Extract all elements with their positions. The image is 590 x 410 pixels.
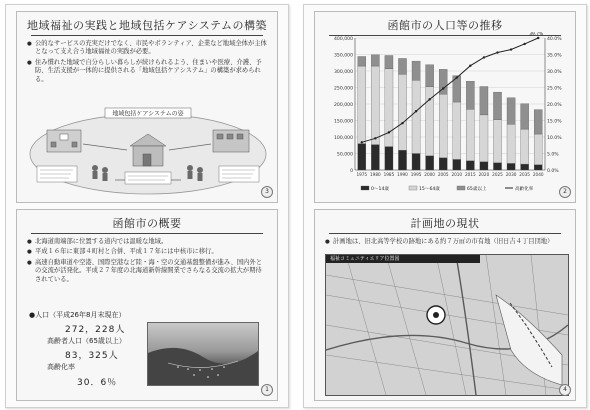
- aging-rate-point: [483, 56, 485, 58]
- aging-rate-point: [496, 51, 498, 53]
- bar-young: [385, 147, 393, 170]
- bullet-1: ● 北海道南端部に位置する道内では温暖な地域。: [27, 238, 267, 246]
- slide-page-number: 1: [261, 384, 273, 396]
- bar-elderly: [426, 65, 434, 87]
- y-tick-label-right: 0.0%: [547, 168, 559, 174]
- slide-hakodate-overview: [16, 209, 278, 401]
- y-tick-label-right: 30.0%: [547, 69, 562, 75]
- aging-rate-point: [388, 131, 390, 133]
- diagram-title: 地域包括ケアシステムの姿: [112, 110, 184, 118]
- slide-title: 計画地の現状: [410, 217, 480, 230]
- y-tick-label-left: 200,000: [334, 102, 353, 108]
- y-tick-label-left: 0: [350, 168, 353, 174]
- bar-working: [371, 66, 379, 145]
- x-tick-label: 1975: [356, 172, 368, 177]
- y-tick-label-left: 400,000: [334, 36, 353, 42]
- slide-page-number: 4: [559, 384, 571, 396]
- bar-working: [453, 102, 461, 159]
- bar-elderly: [398, 58, 406, 74]
- elderly-label: 高齢者人口（65歳以上）: [47, 337, 126, 345]
- bar-elderly: [480, 87, 488, 115]
- bar-young: [521, 164, 529, 170]
- bar-young: [453, 159, 461, 170]
- y-tick-label-right: 25.0%: [547, 86, 562, 92]
- bar-working: [358, 66, 366, 144]
- bar-young: [426, 156, 434, 170]
- bar-working: [385, 69, 393, 147]
- bar-working: [439, 94, 447, 158]
- y-tick-label-left: 50,000: [336, 152, 353, 158]
- aging-rate-point: [523, 43, 525, 45]
- legend-label: 65歳以上: [467, 187, 487, 192]
- aging-rate-point: [428, 98, 430, 100]
- population-label: ●人口（平成26年8月末現在）: [29, 311, 126, 319]
- bar-young: [493, 163, 501, 170]
- slide-title: 函館市の概要: [112, 217, 182, 230]
- legend-label: 15～64歳: [419, 187, 440, 192]
- care-facility-icon: [213, 130, 249, 152]
- map-header: 福祉コミュニティエリア位置図: [326, 255, 480, 263]
- site-location-map: [325, 254, 569, 396]
- x-tick-label: 2010: [451, 172, 463, 177]
- aging-rate-point: [456, 76, 458, 78]
- bar-working: [398, 74, 406, 150]
- bar-working: [466, 109, 474, 160]
- y-tick-label-left: 300,000: [334, 69, 353, 75]
- legend-label: 0～14歳: [371, 187, 389, 192]
- hospital-icon: [47, 130, 81, 152]
- bar-working: [493, 120, 501, 163]
- x-tick-label: 2015: [465, 172, 476, 177]
- bar-young: [358, 144, 366, 170]
- map-graphic: [326, 255, 568, 395]
- x-tick-label: 2005: [437, 172, 449, 177]
- bullet-2: ● 平成１６年に東部４町村と合併、平成１７年には中核市に移行。: [27, 248, 267, 256]
- legend-swatch: [361, 186, 369, 190]
- bar-young: [507, 163, 515, 170]
- bar-working: [534, 134, 542, 165]
- bar-elderly: [466, 81, 474, 109]
- y-tick-label-right: 5.0%: [547, 152, 559, 158]
- y-tick-label-right: 10.0%: [547, 135, 562, 141]
- x-tick-label: 1995: [410, 172, 422, 177]
- x-tick-label: 1980: [370, 172, 381, 177]
- bar-working: [507, 124, 515, 163]
- slide-site-status: [314, 209, 576, 401]
- population-chart: [321, 32, 573, 198]
- slide-community-care: [16, 11, 278, 203]
- x-tick-label: 2030: [505, 172, 517, 177]
- elderly-value: 83，325人: [65, 351, 119, 361]
- population-chart-svg: [321, 32, 573, 198]
- bar-elderly: [371, 55, 379, 66]
- slide-page-number: 2: [559, 186, 571, 198]
- x-tick-label: 2020: [478, 172, 490, 177]
- bar-working: [521, 129, 529, 164]
- x-tick-label: 2000: [424, 172, 435, 177]
- title-rule: [31, 35, 263, 36]
- y-tick-label-left: 350,000: [334, 53, 353, 59]
- bar-elderly: [358, 56, 366, 66]
- bar-elderly: [507, 98, 515, 124]
- x-tick-label: 2040: [532, 172, 544, 177]
- aging-rate-point: [374, 137, 376, 139]
- aging-rate-value: 30．6％: [77, 378, 118, 388]
- legend-swatch: [457, 186, 465, 190]
- handout-page-left: [5, 4, 289, 408]
- bar-elderly: [412, 61, 420, 80]
- y-tick-label-left: 150,000: [334, 119, 353, 125]
- bullet-3: ● 高速自動車道や空港、国際空港など陸・海・空の交通基盤整備が進み、国内外との交流が活発化。平成２７年度の北海道新幹線開業でさらなる交流の拡大が期待されている。: [27, 259, 267, 284]
- bar-young: [466, 161, 474, 170]
- bar-young: [371, 145, 379, 170]
- slide-page-number: 3: [261, 186, 273, 198]
- bullet-2: ● 住み慣れた地域で自分らしい暮らしが続けられるよう、住まいや医療、介護、予防、生活支援が一体的に提供される「地域包括ケアシステム」の構築が求められる。: [27, 59, 267, 84]
- y-tick-label-right: 40.0%: [547, 36, 562, 42]
- title-rule: [329, 233, 561, 234]
- handout-page-right: [303, 4, 587, 408]
- title-rule: [31, 233, 263, 234]
- aging-rate-point: [442, 87, 444, 89]
- x-tick-label: 1985: [383, 172, 395, 177]
- care-system-illustration: [25, 106, 271, 196]
- aging-rate-point: [361, 141, 363, 143]
- bar-elderly: [521, 104, 529, 129]
- bar-working: [480, 115, 488, 162]
- bar-young: [412, 154, 420, 171]
- bar-elderly: [493, 92, 501, 120]
- x-tick-label: 1990: [397, 172, 408, 177]
- bullet-1: ● 公的なサービスの充実だけでなく、市民やボランティア、企業など地域全体が主体となって支え合う地域福祉の実践が必要。: [27, 40, 267, 57]
- y-tick-label-right: 35.0%: [547, 53, 562, 59]
- bar-working: [412, 80, 420, 153]
- y-tick-label-left: 100,000: [334, 135, 353, 141]
- care-system-diagram: [25, 106, 271, 196]
- bar-elderly: [385, 55, 393, 68]
- aging-rate-point: [537, 37, 539, 39]
- bullet-1: ● 計画地は、旧北高等学校の跡地にある約７万㎡の市有地（旧日吉４丁目団地）: [325, 238, 565, 246]
- bar-elderly: [534, 110, 542, 134]
- aging-rate-label: 高齢化率: [47, 363, 75, 371]
- slide-title: 地域福祉の実践と地域包括ケアシステムの構築: [27, 19, 267, 32]
- legend-swatch: [409, 186, 417, 190]
- slide-title: 函館市の人口等の推移: [387, 19, 503, 32]
- x-tick-label: 2025: [492, 172, 503, 177]
- bar-young: [534, 165, 542, 170]
- slide-population-trend: [314, 11, 576, 203]
- aging-rate-point: [469, 65, 471, 67]
- y-tick-label-right: 20.0%: [547, 102, 562, 108]
- legend-label: 高齢化率: [515, 187, 534, 192]
- bar-young: [398, 150, 406, 170]
- bar-young: [439, 158, 447, 170]
- x-tick-label: 2035: [519, 172, 530, 177]
- population-value: 272，228人: [65, 325, 126, 335]
- y-tick-label-right: 15.0%: [547, 119, 562, 125]
- aging-rate-label: 39.7%: [529, 32, 544, 37]
- aging-rate-point: [415, 110, 417, 112]
- bar-young: [480, 162, 488, 170]
- aging-rate-point: [401, 122, 403, 124]
- city-night-photo: [147, 322, 259, 386]
- y-tick-label-left: 250,000: [334, 86, 353, 92]
- aging-rate-point: [510, 48, 512, 50]
